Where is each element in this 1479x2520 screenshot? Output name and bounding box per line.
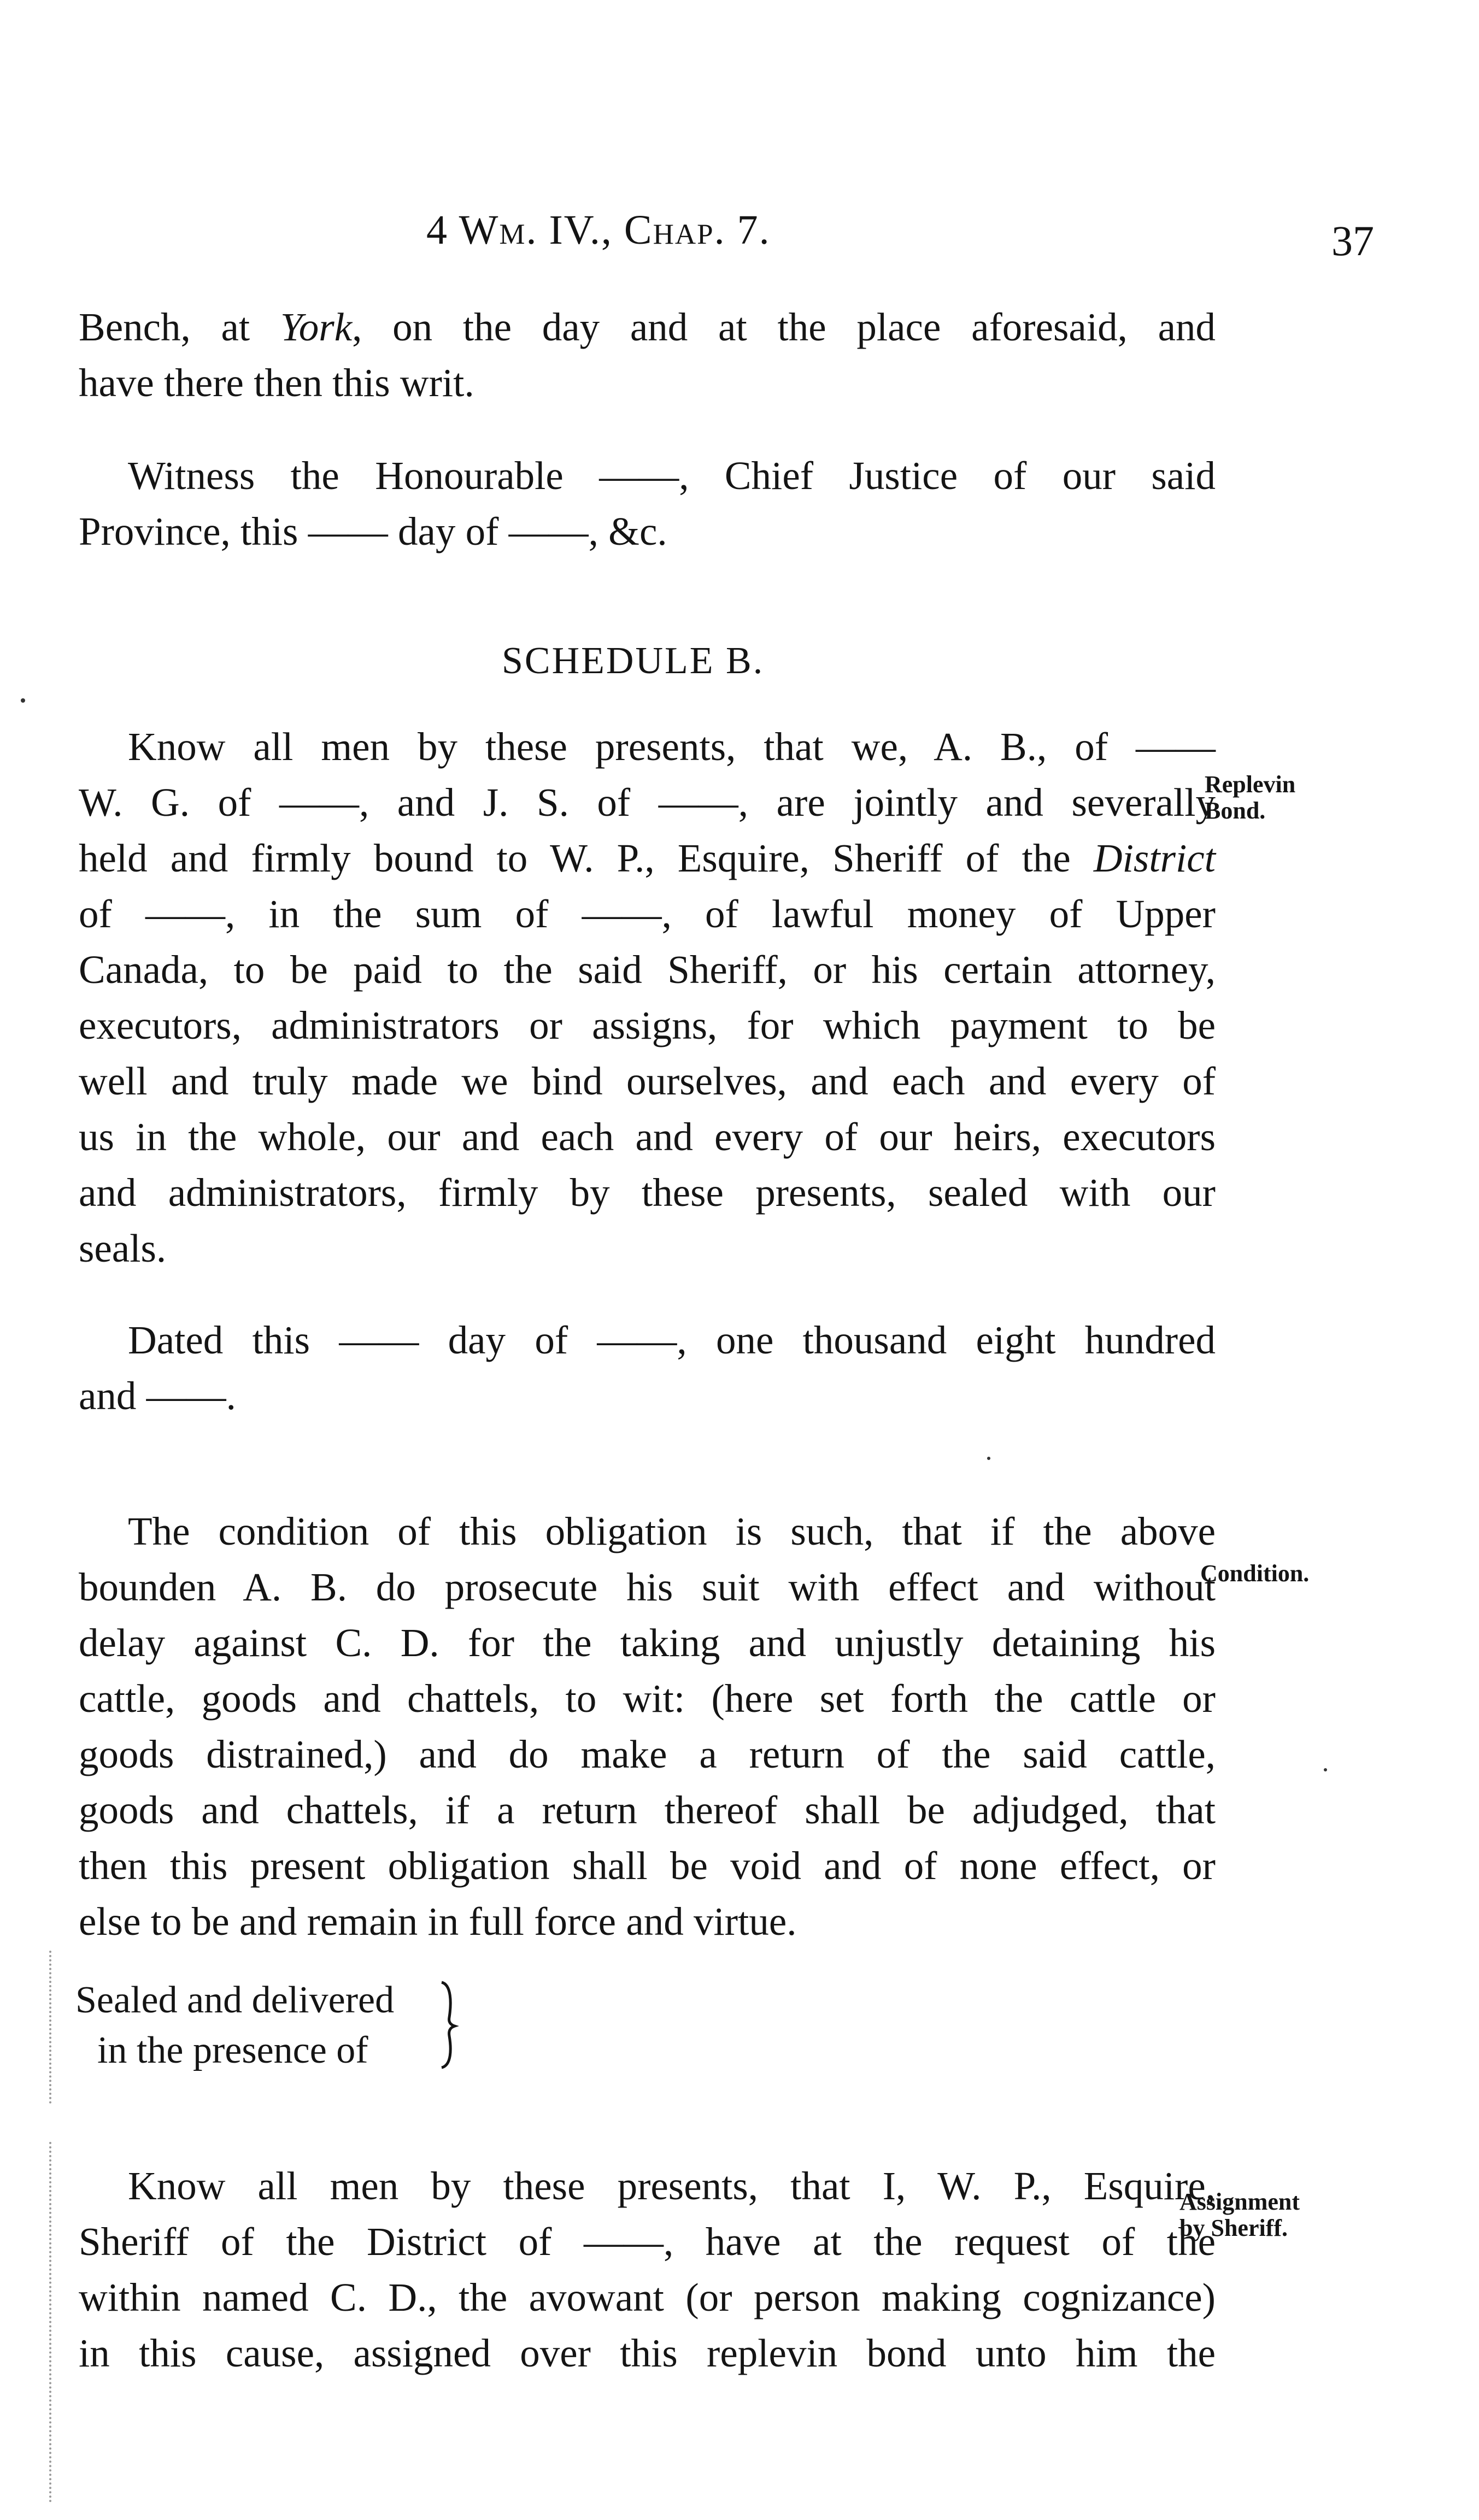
text-line: well and truly made we bind ourselves, and each and every of: [79, 1059, 1216, 1103]
text-line: cattle, goods and chattels, to wit: (here set forth the cattle or: [79, 1676, 1216, 1721]
margin-note-line: Bond.: [1205, 797, 1266, 824]
text-line: have there then this writ.: [79, 361, 474, 405]
scan-speck: [21, 698, 25, 703]
running-title: 4 Wm. IV., Chap. 7.: [426, 207, 771, 253]
text-line: seals.: [79, 1226, 167, 1270]
attestation-block: [75, 1975, 394, 2076]
text-line: and ——.: [79, 1374, 236, 1418]
assignment-paragraph: [79, 2158, 1216, 2381]
text-line: Province, this —— day of ——, &c.: [79, 509, 667, 554]
text-line: goods distrained,) and do make a return of the said cattle,: [79, 1732, 1216, 1776]
place-name: York: [280, 305, 353, 349]
text-line: and administrators, firmly by these presents, sealed with our: [79, 1170, 1216, 1215]
text-line: Canada, to be paid to the said Sheriff, or his certain attorney,: [79, 947, 1216, 992]
text-line: us in the whole, our and each and every of our heirs, executors: [79, 1115, 1216, 1159]
margin-note-replevin-bond: [1205, 772, 1295, 824]
margin-note-line: Condition.: [1200, 1560, 1310, 1587]
bond-paragraph: [79, 719, 1216, 1276]
witness-paragraph: [79, 448, 1216, 560]
scan-speck: [987, 1457, 990, 1460]
margin-note-condition: [1200, 1561, 1309, 1587]
scan-dotted-margin: [49, 1951, 54, 2104]
text-line: goods and chattels, if a return thereof shall be adjudged, that: [79, 1788, 1216, 1832]
margin-note-assignment: [1179, 2189, 1300, 2241]
text-line: held and firmly bound to W. P., Esquire, Sheriff of the District: [79, 836, 1216, 880]
text-line: then this present obligation shall be void and of none effect, or: [79, 1844, 1216, 1888]
text-line: W. G. of ——, and J. S. of ——, are jointly and severally: [79, 780, 1216, 825]
text-line: The condition of this obligation is such, that if the above: [128, 1509, 1216, 1553]
text-line: delay against C. D. for the taking and unjustly detaining his: [79, 1621, 1216, 1665]
margin-note-line: Replevin: [1205, 771, 1296, 798]
dated-paragraph: [79, 1312, 1216, 1424]
condition-paragraph: [79, 1504, 1216, 1950]
text-line: Sheriff of the District of ——, have at the request of the: [79, 2219, 1216, 2264]
text-line: of ——, in the sum of ——, of lawful money of Upper: [79, 892, 1216, 936]
text-line: within named C. D., the avowant (or person making cognizance): [79, 2275, 1216, 2319]
text-line: bounden A. B. do prosecute his suit with effect and without: [79, 1565, 1216, 1609]
text-line: else to be and remain in full force and virtue.: [79, 1899, 797, 1944]
scan-speck: [1324, 1768, 1327, 1771]
text-line: Know all men by these presents, that we, A. B., of ——: [128, 725, 1216, 769]
margin-note-line: Assignment: [1179, 2188, 1300, 2215]
text-line: in this cause, assigned over this replevin bond unto him the: [79, 2331, 1216, 2375]
brace-icon: [437, 1979, 459, 2071]
page-number: 37: [1331, 217, 1374, 264]
text-line: Know all men by these presents, that I, W. P., Esquire,: [128, 2164, 1216, 2208]
text-line: Witness the Honourable ——, Chief Justice of our said: [128, 454, 1216, 498]
district-word: District: [1093, 836, 1216, 880]
scan-dotted-margin: [49, 2142, 54, 2503]
text-line: Dated this —— day of ——, one thousand eight hundred: [128, 1318, 1216, 1362]
writ-end-paragraph: [79, 299, 1216, 411]
attestation-line: Sealed and delivered: [75, 1979, 395, 2021]
text-line: executors, administrators or assigns, for which payment to be: [79, 1003, 1216, 1047]
attestation-line: in the presence of: [97, 2029, 368, 2071]
margin-note-line: by Sheriff.: [1179, 2215, 1288, 2241]
schedule-heading: SCHEDULE B.: [502, 640, 765, 682]
text-line: Bench, at York, on the day and at the place aforesaid, and: [79, 305, 1216, 349]
